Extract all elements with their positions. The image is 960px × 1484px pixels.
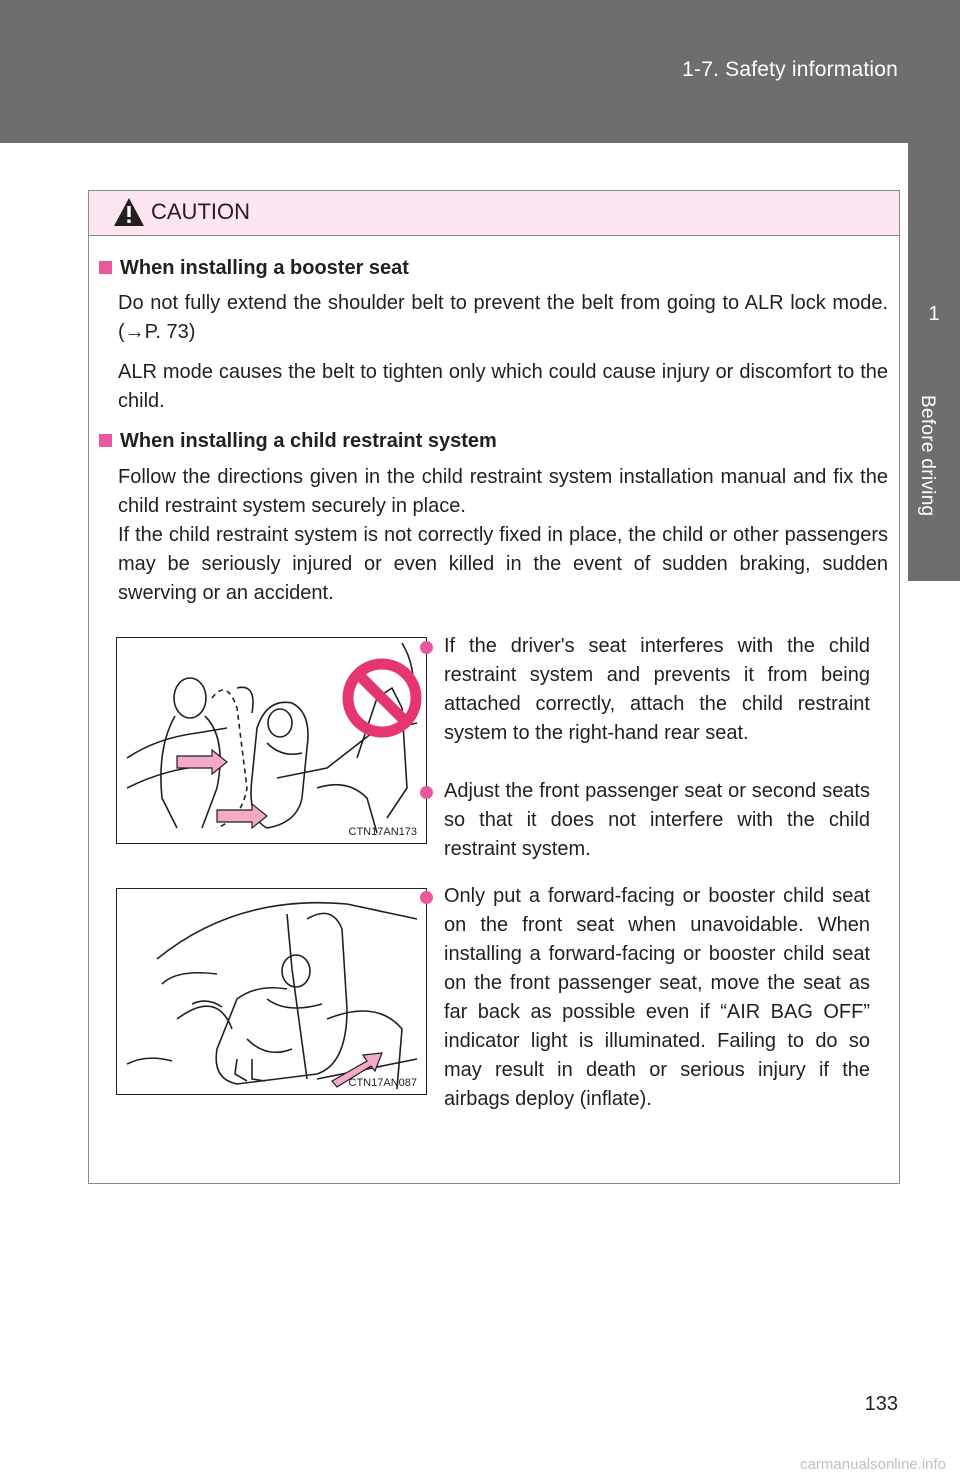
booster-seat-front-illustration	[117, 889, 426, 1094]
chapter-title-tab	[908, 381, 960, 581]
round-bullet-icon	[420, 641, 433, 654]
bullet-text: Adjust the front passenger seat or second seats so that it does not interfere with the child restraint system.	[444, 780, 870, 860]
figure-code: CTN17AN173	[348, 826, 417, 838]
chapter-number: 1	[928, 303, 940, 325]
round-bullet-icon	[420, 786, 433, 799]
child-seat-interference-illustration	[117, 638, 426, 843]
paragraph-text: If the child restraint system is not correctly fixed in place, the child or other passengers may be seriously injured or even killed in the event of sudden braking, sudden swerving or an accident.	[118, 524, 888, 604]
bullet-item	[420, 777, 870, 864]
chapter-title: Before driving	[917, 395, 938, 517]
paragraph	[118, 463, 888, 608]
caution-title: CAUTION	[151, 199, 250, 224]
square-bullet-icon	[99, 261, 112, 274]
prohibition-icon	[348, 664, 416, 732]
figure-rear-facing-seat	[116, 637, 427, 844]
square-bullet-icon	[99, 434, 112, 447]
caution-header	[89, 191, 899, 236]
round-bullet-icon	[420, 891, 433, 904]
bullet-item	[420, 882, 870, 1114]
paragraph-text: Do not fully extend the shoulder belt to prevent the belt from going to ALR lock mode. (→P. 73)	[118, 292, 888, 343]
page-number: 133	[864, 1393, 898, 1415]
paragraph-text: ALR mode causes the belt to tighten only which could cause injury or discomfort to the child.	[118, 361, 888, 412]
header-band	[0, 0, 960, 143]
item-heading-booster	[89, 257, 409, 280]
paragraph	[118, 358, 888, 416]
section-title: 1-7. Safety information	[682, 58, 898, 81]
warning-triangle-icon	[113, 197, 145, 227]
bullet-text: If the driver's seat interferes with the child restraint system and prevents it from being attached correctly, attach the child restraint system to the right-hand rear seat.	[444, 635, 870, 744]
paragraph-text: Follow the directions given in the child restraint system installation manual and fix the child restraint system securely in place.	[118, 466, 888, 517]
chapter-number-tab	[908, 143, 960, 381]
bullet-text: Only put a forward-facing or booster child seat on the front seat when unavoidable. When installing a forward-facing or booster child seat on the front passenger seat, move the seat as far back as possible even if “AIR BAG OFF” indicator light is illuminated. Failing to do so may result in death or serious injury if the airbags deploy (inflate).	[444, 885, 870, 1110]
figure-forward-facing-seat	[116, 888, 427, 1095]
paragraph	[118, 289, 888, 347]
bullet-item	[420, 632, 870, 748]
item-heading-text: When installing a child restraint system	[120, 430, 497, 452]
chapter-side-tab	[908, 143, 960, 1223]
watermark: carmanualsonline.info	[800, 1456, 946, 1473]
item-heading-text: When installing a booster seat	[120, 257, 409, 279]
item-heading-crs	[89, 430, 497, 453]
figure-code: CTN17AN087	[348, 1077, 417, 1089]
caution-box	[88, 190, 900, 1184]
